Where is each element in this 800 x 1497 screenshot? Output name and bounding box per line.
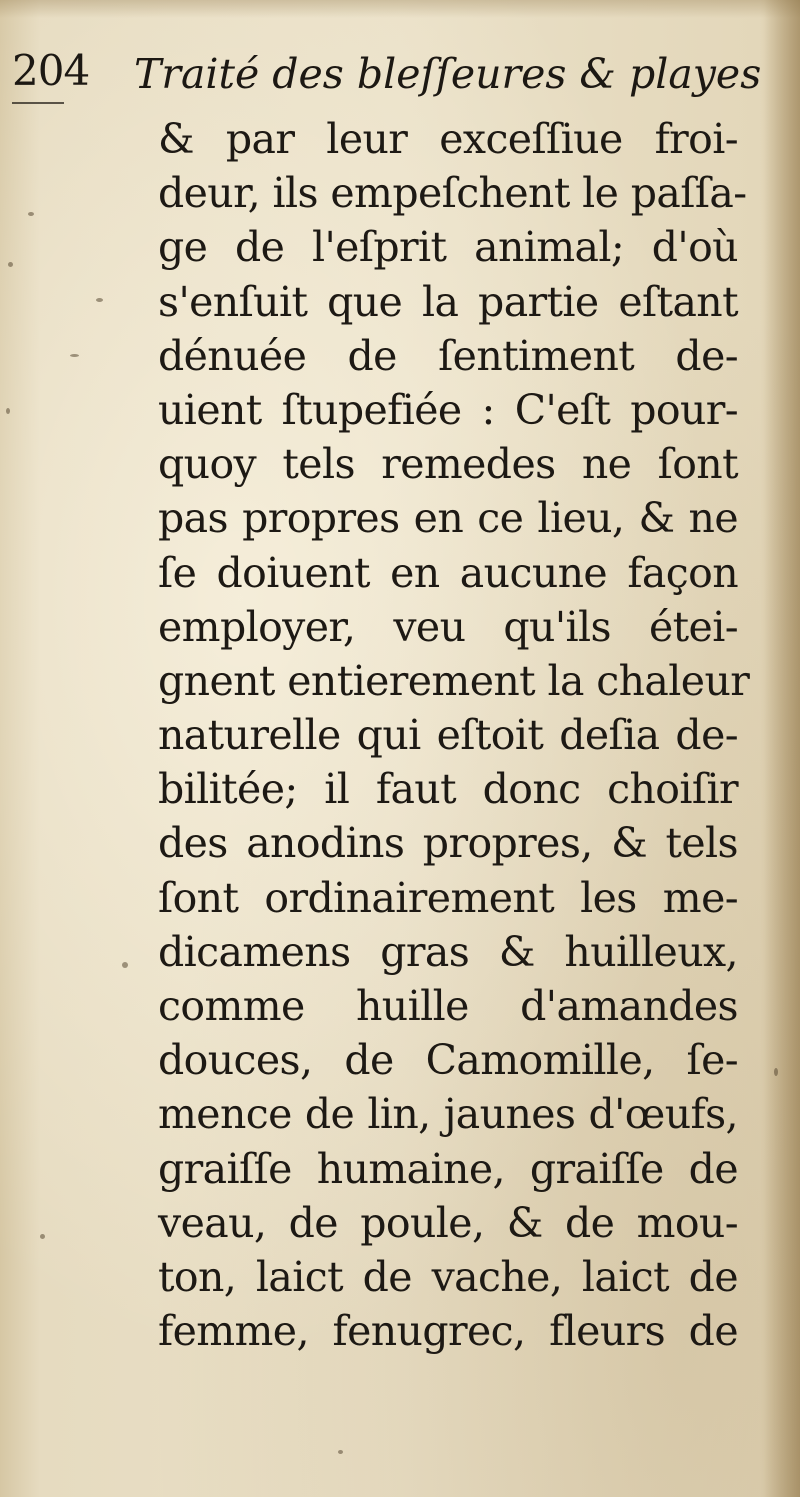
text-line: s'enſuit que la partie eſtant	[158, 277, 738, 326]
text-line: comme huille d'amandes	[158, 982, 738, 1030]
text-line: des anodins propres, & tels	[158, 819, 738, 868]
page-number: 204	[12, 46, 90, 95]
text-line: graiſſe humaine, graiſſe de	[158, 1144, 738, 1193]
paper-speck	[122, 962, 128, 968]
paper-speck	[774, 1068, 778, 1076]
page-gutter-shadow	[764, 0, 800, 1497]
text-line: bilitée; il faut donc choiſir	[158, 765, 738, 814]
paper-speck	[338, 1450, 343, 1454]
text-line: pas propres en ce lieu, & ne	[158, 494, 738, 543]
text-line: quoy tels remedes ne ſont	[158, 440, 738, 489]
text-line: douces, de Camomille, ſe-	[158, 1036, 738, 1085]
text-line: veau, de poule, & de mou-	[158, 1198, 738, 1247]
text-line: deur, ils empeſchent le paſſa-	[158, 169, 747, 218]
running-head: Traité des bleſſeures & playes	[134, 50, 762, 98]
text-line: ge de l'eſprit animal; d'où	[158, 223, 738, 272]
text-line: ſont ordinairement les me-	[158, 873, 738, 922]
text-line: & par leur exceſſiue froi-	[158, 115, 738, 163]
text-line: naturelle qui eſtoit deſia de-	[158, 711, 738, 760]
page-top-edge	[0, 0, 800, 18]
body-text	[158, 112, 750, 1358]
text-line: uient ſtupefiée : C'eſt pour-	[158, 385, 738, 434]
paper-speck	[70, 354, 79, 357]
text-line: ſe doiuent en aucune façon	[158, 548, 738, 597]
page-number-rule	[12, 102, 64, 104]
text-line: employer, veu qu'ils étei-	[158, 602, 738, 651]
text-line: mence de lin, jaunes d'œufs,	[158, 1090, 738, 1139]
text-line: femme, fenugrec, fleurs de	[158, 1307, 738, 1356]
paper-speck	[28, 212, 34, 216]
paper-speck	[6, 408, 10, 414]
paper-speck	[96, 298, 103, 302]
text-line: dénuée de ſentiment de-	[158, 331, 738, 380]
text-line: gnent entierement la chaleur	[158, 656, 750, 705]
text-line: ton, laict de vache, laict de	[158, 1252, 738, 1301]
paper-speck	[8, 262, 13, 267]
text-line: dicamens gras & huilleux,	[158, 927, 738, 976]
paper-speck	[40, 1234, 45, 1239]
